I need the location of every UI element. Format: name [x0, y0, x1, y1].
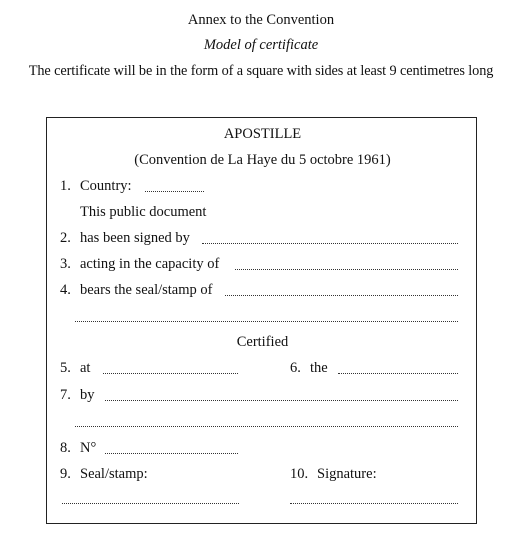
- item-8-number: 8.: [60, 440, 71, 456]
- by-field-line-2: [75, 426, 458, 427]
- by-field-line: [105, 400, 458, 401]
- seal-of-field-line: [225, 295, 458, 296]
- item-8-label: N°: [80, 440, 97, 456]
- item-10-number: 10.: [290, 466, 309, 482]
- item-2-number: 2.: [60, 230, 71, 246]
- item-9-label: Seal/stamp:: [80, 466, 148, 482]
- seal-stamp-field-line: [62, 503, 239, 504]
- item-3-number: 3.: [60, 256, 71, 272]
- model-subtitle: Model of certificate: [203, 37, 319, 53]
- convention-reference: (Convention de La Haye du 5 octobre 1961): [134, 152, 391, 168]
- certified-heading: Certified: [236, 334, 289, 350]
- apostille-certificate-box: [46, 117, 477, 524]
- item-3-label: acting in the capacity of: [80, 256, 220, 272]
- signed-by-field-line: [202, 243, 458, 244]
- date-field-line: [338, 373, 458, 374]
- annex-title: Annex to the Convention: [187, 12, 335, 28]
- item-6-number: 6.: [290, 360, 301, 376]
- item-4-label: bears the seal/stamp of: [80, 282, 213, 298]
- item-5-number: 5.: [60, 360, 71, 376]
- item-6-label: the: [310, 360, 328, 376]
- number-field-line: [105, 453, 238, 454]
- seal-of-field-line-2: [75, 321, 458, 322]
- certificate-description: The certificate will be in the form of a square with sides at least 9 centimetres long: [28, 63, 494, 79]
- capacity-field-line: [235, 269, 458, 270]
- item-9-number: 9.: [60, 466, 71, 482]
- apostille-title: APOSTILLE: [223, 126, 302, 142]
- signature-field-line: [290, 503, 458, 504]
- item-1-number: 1.: [60, 178, 71, 194]
- item-1-label: Country:: [80, 178, 132, 194]
- at-field-line: [103, 373, 238, 374]
- public-document-label: This public document: [80, 204, 207, 220]
- item-10-label: Signature:: [317, 466, 377, 482]
- item-7-number: 7.: [60, 387, 71, 403]
- item-4-number: 4.: [60, 282, 71, 298]
- country-field-line: [145, 191, 204, 192]
- item-5-label: at: [80, 360, 91, 376]
- item-2-label: has been signed by: [80, 230, 190, 246]
- item-7-label: by: [80, 387, 95, 403]
